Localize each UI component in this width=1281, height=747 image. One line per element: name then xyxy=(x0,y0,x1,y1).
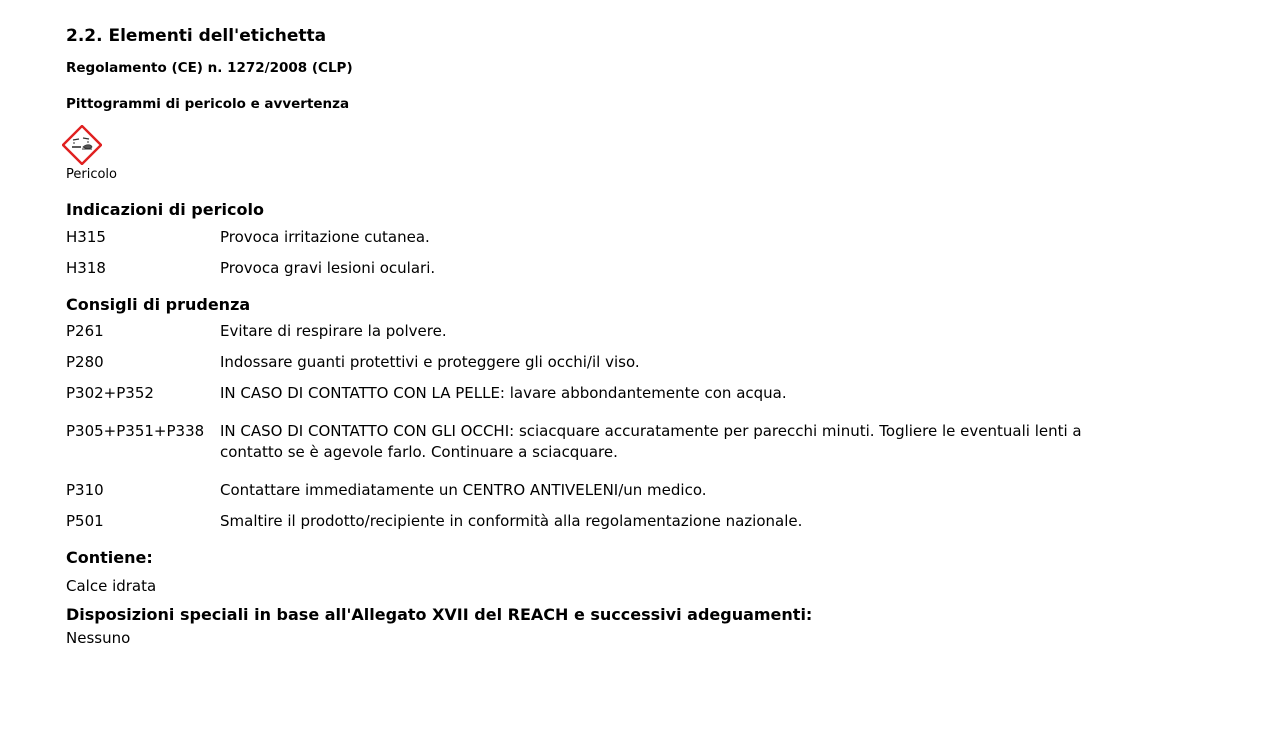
pictograms-heading: Pittogrammi di pericolo e avvertenza xyxy=(66,96,350,112)
special-provisions-heading: Disposizioni speciali in base all'Allegato XVII del REACH e successivi adeguamenti: xyxy=(66,605,813,624)
section-title: 2.2. Elementi dell'etichetta xyxy=(66,26,327,46)
signal-word: Pericolo xyxy=(66,167,117,182)
list-item xyxy=(66,258,1216,279)
precaution-text: Evitare di respirare la polvere. xyxy=(220,322,447,340)
hazard-text: Provoca gravi lesioni oculari. xyxy=(220,259,436,277)
precautionary-statements-list xyxy=(66,321,1216,532)
hazard-code: H315 xyxy=(66,228,106,246)
hazard-statements-list xyxy=(66,227,1216,279)
hazard-text: Provoca irritazione cutanea. xyxy=(220,228,430,246)
precaution-text: IN CASO DI CONTATTO CON GLI OCCHI: sciacquare accuratamente per parecchi minuti. Togliere le eventuali lenti a contatto se è agevole farlo. Continuare a sciacquare. xyxy=(220,422,1082,461)
ghs05-corrosion-icon xyxy=(62,125,1216,165)
hazard-code: H318 xyxy=(66,259,106,277)
regulation-heading: Regolamento (CE) n. 1272/2008 (CLP) xyxy=(66,60,353,76)
precaution-code: P501 xyxy=(66,512,104,530)
precaution-code: P302+P352 xyxy=(66,384,154,402)
list-item xyxy=(66,352,1216,373)
list-item xyxy=(66,383,1216,404)
hazard-statements-heading: Indicazioni di pericolo xyxy=(66,200,264,219)
precautionary-statements-heading: Consigli di prudenza xyxy=(66,295,251,314)
precaution-code: P305+P351+P338 xyxy=(66,422,205,440)
special-provisions-value: Nessuno xyxy=(66,629,131,647)
precaution-code: P261 xyxy=(66,322,104,340)
label-elements-section xyxy=(66,24,1216,649)
list-item xyxy=(66,321,1216,342)
precaution-code: P280 xyxy=(66,353,104,371)
list-item xyxy=(66,480,1216,501)
precaution-text: Smaltire il prodotto/recipiente in conformità alla regolamentazione nazionale. xyxy=(220,512,803,530)
list-item xyxy=(66,421,1216,463)
precaution-code: P310 xyxy=(66,481,104,499)
list-item xyxy=(66,227,1216,248)
contains-value: Calce idrata xyxy=(66,577,157,595)
precaution-text: IN CASO DI CONTATTO CON LA PELLE: lavare abbondantemente con acqua. xyxy=(220,384,787,402)
precaution-text: Indossare guanti protettivi e proteggere gli occhi/il viso. xyxy=(220,353,640,371)
precaution-text: Contattare immediatamente un CENTRO ANTIVELENI/un medico. xyxy=(220,481,707,499)
list-item xyxy=(66,511,1216,532)
contains-heading: Contiene: xyxy=(66,548,153,567)
